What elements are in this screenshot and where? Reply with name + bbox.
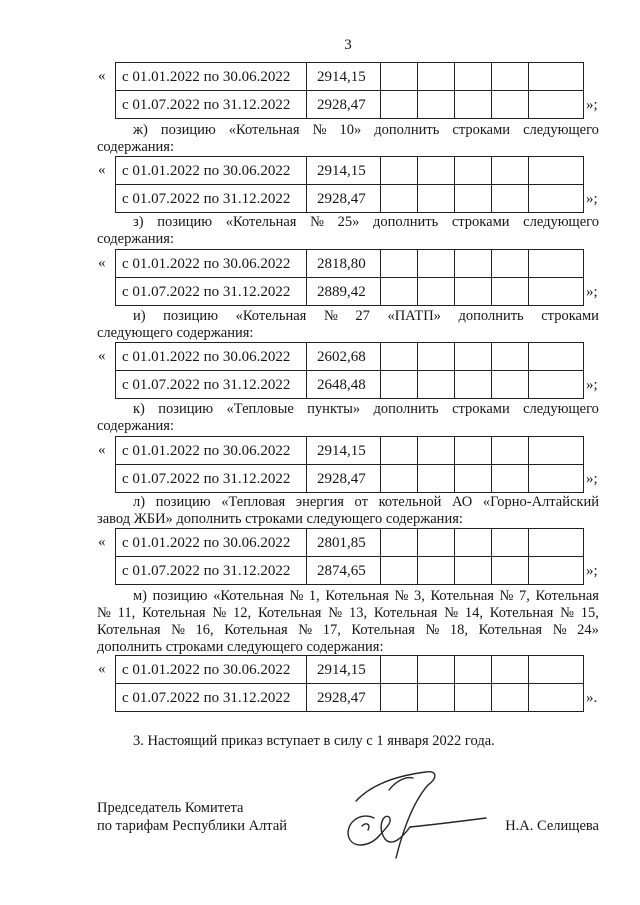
word: № [328, 605, 343, 621]
signatory-title-line-1: Председатель Комитета [97, 800, 244, 816]
table-block [0, 249, 640, 307]
word: дополнить [373, 214, 439, 230]
empty-cell [492, 465, 529, 493]
word: № [323, 308, 338, 324]
empty-cell [381, 557, 418, 585]
empty-cell [455, 278, 492, 306]
paragraph-line: содержания: [97, 418, 175, 434]
word: дополнить [373, 401, 439, 417]
word: дополнить [374, 122, 440, 138]
opening-quote: « [98, 661, 106, 677]
tariff-value-cell: 2928,47 [307, 185, 381, 213]
paragraph-line [133, 308, 599, 325]
word: от [354, 494, 368, 510]
period-cell: с 01.01.2022 по 30.06.2022 [116, 250, 307, 278]
empty-cell [381, 656, 418, 684]
tariff-table [115, 342, 584, 399]
empty-cell [418, 557, 455, 585]
table-row [116, 437, 584, 465]
tariff-value-cell: 2914,15 [307, 437, 381, 465]
empty-cell [529, 529, 584, 557]
table-row [116, 250, 584, 278]
period-cell: с 01.01.2022 по 30.06.2022 [116, 529, 307, 557]
word: 12, [233, 605, 252, 621]
period-cell: с 01.01.2022 по 30.06.2022 [116, 157, 307, 185]
word: следующего [523, 214, 599, 230]
signature-stroke [379, 816, 410, 842]
word: Котельная [535, 588, 599, 604]
empty-cell [381, 157, 418, 185]
word: 7, [519, 588, 530, 604]
period-cell: с 01.01.2022 по 30.06.2022 [116, 437, 307, 465]
paragraph-line: дополнить строками следующего содержания: [97, 639, 384, 655]
word: «Тепловая [221, 494, 286, 510]
word: № [394, 588, 409, 604]
table-row [116, 557, 584, 585]
word: и) [133, 308, 146, 324]
empty-cell [418, 185, 455, 213]
word: следующего [523, 401, 599, 417]
word: «ПАТП» [387, 308, 441, 324]
signatory-title-line-2: по тарифам Республики Алтай [97, 818, 288, 834]
empty-cell [492, 343, 529, 371]
empty-cell [455, 684, 492, 712]
table-block [0, 528, 640, 586]
tariff-value-cell: 2818,80 [307, 250, 381, 278]
word: № [444, 605, 459, 621]
word: пункты» [307, 401, 361, 417]
word: Котельная [257, 605, 322, 621]
tariff-table [115, 249, 584, 306]
period-cell: с 01.07.2022 по 31.12.2022 [116, 185, 307, 213]
empty-cell [529, 656, 584, 684]
empty-cell [418, 529, 455, 557]
word: 13, [348, 605, 368, 621]
paragraph-line: содержания: [97, 231, 175, 247]
paragraph-line: завод ЖБИ» дополнить строками следующего содержания: [97, 511, 463, 527]
tariff-value-cell: 2914,15 [307, 157, 381, 185]
empty-cell [455, 656, 492, 684]
subitem-paragraph [97, 401, 599, 435]
word: № [171, 622, 185, 638]
empty-cell [529, 250, 584, 278]
empty-cell [492, 185, 529, 213]
empty-cell [529, 343, 584, 371]
empty-cell [455, 557, 492, 585]
tariff-value-cell: 2914,15 [307, 63, 381, 91]
word: Котельная [489, 605, 554, 621]
empty-cell [381, 371, 418, 399]
empty-cell [381, 185, 418, 213]
word: Котельная [478, 622, 543, 638]
empty-cell [418, 250, 455, 278]
table-row [116, 91, 584, 119]
word: № [560, 605, 574, 621]
empty-cell [381, 250, 418, 278]
word: № [425, 622, 440, 638]
subitem-paragraph [97, 214, 599, 248]
paragraph-line [97, 622, 599, 639]
tariff-table [115, 62, 584, 119]
empty-cell [492, 63, 529, 91]
empty-cell [381, 63, 418, 91]
word: ж) [133, 122, 148, 138]
closing-quote: »; [586, 284, 598, 300]
word: АО [452, 494, 473, 510]
empty-cell [529, 557, 584, 585]
table-block [0, 655, 640, 713]
tariff-table [115, 156, 584, 213]
tariff-value-cell: 2928,47 [307, 684, 381, 712]
opening-quote: « [98, 348, 106, 364]
empty-cell [455, 465, 492, 493]
word: 17, [322, 622, 341, 638]
word: 10» [339, 122, 362, 138]
period-cell: с 01.07.2022 по 31.12.2022 [116, 91, 307, 119]
word: № [298, 622, 313, 638]
word: Котельная [373, 605, 438, 621]
tariff-value-cell: 2928,47 [307, 91, 381, 119]
table-row [116, 465, 584, 493]
opening-quote: « [98, 68, 106, 84]
empty-cell [455, 91, 492, 119]
empty-cell [529, 63, 584, 91]
table-row [116, 157, 584, 185]
tariff-value-cell: 2874,65 [307, 557, 381, 585]
empty-cell [492, 371, 529, 399]
table-row [116, 371, 584, 399]
word: позицию [155, 494, 211, 510]
paragraph-line [133, 588, 599, 605]
period-cell: с 01.01.2022 по 30.06.2022 [116, 656, 307, 684]
word: «Котельная [228, 122, 300, 138]
signatory-name: Н.А. Селищева [505, 818, 599, 834]
word: 3, [413, 588, 425, 604]
word: м) [133, 588, 148, 604]
closing-quote: ». [586, 690, 598, 706]
empty-cell [492, 437, 529, 465]
tariff-value-cell: 2801,85 [307, 529, 381, 557]
table-block [0, 62, 640, 120]
word: «Котельная [213, 588, 284, 604]
paragraph-line: содержания: [97, 139, 175, 155]
tariff-value-cell: 2602,68 [307, 343, 381, 371]
period-cell: с 01.07.2022 по 31.12.2022 [116, 684, 307, 712]
tariff-value-cell: 2648,48 [307, 371, 381, 399]
table-row [116, 343, 584, 371]
word: 16, [195, 622, 214, 638]
empty-cell [418, 684, 455, 712]
word: № [212, 605, 227, 621]
empty-cell [418, 343, 455, 371]
period-cell: с 01.01.2022 по 30.06.2022 [116, 343, 307, 371]
tariff-value-cell: 2914,15 [307, 656, 381, 684]
empty-cell [492, 529, 529, 557]
empty-cell [381, 343, 418, 371]
word: № [289, 588, 304, 604]
signature-stroke [348, 816, 379, 845]
empty-cell [492, 91, 529, 119]
word: 11, [117, 605, 136, 621]
opening-quote: « [98, 442, 106, 458]
empty-cell [455, 437, 492, 465]
subitem-paragraph [97, 588, 599, 656]
word: Котельная [430, 588, 494, 604]
period-cell: с 01.07.2022 по 31.12.2022 [116, 371, 307, 399]
word: № [97, 605, 111, 621]
word: 27 [355, 308, 370, 324]
empty-cell [529, 91, 584, 119]
empty-cell [529, 278, 584, 306]
opening-quote: « [98, 255, 106, 271]
word: позицию [152, 588, 208, 604]
word: Котельная [351, 622, 415, 638]
empty-cell [529, 157, 584, 185]
empty-cell [418, 656, 455, 684]
table-block [0, 436, 640, 494]
tariff-value-cell: 2928,47 [307, 465, 381, 493]
word: котельной [378, 494, 442, 510]
word: «Котельная [235, 308, 307, 324]
word: 25» [337, 214, 360, 230]
word: строками [452, 401, 510, 417]
empty-cell [381, 465, 418, 493]
word: Котельная [97, 622, 161, 638]
empty-cell [529, 371, 584, 399]
empty-cell [492, 250, 529, 278]
table-row [116, 63, 584, 91]
word: позицию [157, 214, 213, 230]
empty-cell [418, 63, 455, 91]
word: энергия [295, 494, 344, 510]
word: № [312, 122, 327, 138]
empty-cell [418, 157, 455, 185]
word: Котельная [224, 622, 288, 638]
word: 14, [464, 605, 483, 621]
word: Котельная [325, 588, 389, 604]
signature-stroke [362, 824, 369, 830]
subitem-paragraph [97, 308, 599, 342]
signature-stroke [389, 778, 413, 790]
empty-cell [381, 684, 418, 712]
word: дополнить [458, 308, 524, 324]
empty-cell [381, 529, 418, 557]
word: строками [451, 214, 510, 230]
tariff-table [115, 436, 584, 493]
empty-cell [455, 157, 492, 185]
tariff-table [115, 655, 584, 712]
table-row [116, 529, 584, 557]
table-row [116, 185, 584, 213]
word: «Котельная [225, 214, 297, 230]
paragraph-line [133, 214, 599, 231]
word: 1, [308, 588, 320, 604]
word: № [552, 622, 567, 638]
empty-cell [492, 278, 529, 306]
closing-quote: »; [586, 377, 598, 393]
tariff-table [115, 528, 584, 585]
table-row [116, 656, 584, 684]
opening-quote: « [98, 534, 106, 550]
closing-quote: »; [586, 563, 598, 579]
word: позицию [160, 122, 216, 138]
empty-cell [455, 343, 492, 371]
period-cell: с 01.07.2022 по 31.12.2022 [116, 278, 307, 306]
word: «Тепловые [226, 401, 294, 417]
empty-cell [381, 278, 418, 306]
empty-cell [418, 278, 455, 306]
empty-cell [455, 185, 492, 213]
tariff-value-cell: 2889,42 [307, 278, 381, 306]
word: Котельная [142, 605, 206, 621]
empty-cell [455, 63, 492, 91]
page-number: 3 [344, 37, 352, 53]
word: 15, [580, 605, 599, 621]
word: 18, [449, 622, 469, 638]
table-block [0, 342, 640, 400]
word: «Горно-Алтайский [482, 494, 599, 510]
signature-stroke [356, 772, 435, 858]
period-cell: с 01.07.2022 по 31.12.2022 [116, 465, 307, 493]
empty-cell [381, 437, 418, 465]
empty-cell [492, 656, 529, 684]
paragraph-line [133, 401, 599, 418]
empty-cell [455, 371, 492, 399]
paragraph-line [97, 605, 599, 622]
opening-quote: « [98, 162, 106, 178]
empty-cell [492, 157, 529, 185]
closing-quote: »; [586, 97, 598, 113]
table-row [116, 278, 584, 306]
empty-cell [492, 684, 529, 712]
empty-cell [529, 185, 584, 213]
empty-cell [418, 371, 455, 399]
word: 24» [577, 622, 599, 638]
empty-cell [529, 684, 584, 712]
word: строками [541, 308, 599, 324]
word: позицию [158, 401, 214, 417]
subitem-paragraph [97, 494, 599, 528]
word: з) [133, 214, 144, 230]
empty-cell [418, 91, 455, 119]
period-cell: с 01.07.2022 по 31.12.2022 [116, 557, 307, 585]
paragraph-line: следующего содержания: [97, 325, 254, 341]
word: № [499, 588, 514, 604]
clause-3-text: 3. Настоящий приказ вступает в силу с 1 января 2022 года. [133, 733, 495, 749]
word: строками [452, 122, 511, 138]
word: к) [133, 401, 145, 417]
subitem-paragraph [97, 122, 599, 156]
word: № [310, 214, 324, 230]
table-row [116, 684, 584, 712]
empty-cell [418, 437, 455, 465]
empty-cell [455, 529, 492, 557]
closing-quote: »; [586, 191, 598, 207]
empty-cell [418, 465, 455, 493]
closing-quote: »; [586, 471, 598, 487]
word: следующего [523, 122, 599, 138]
word: л) [133, 494, 146, 510]
empty-cell [529, 437, 584, 465]
empty-cell [455, 250, 492, 278]
empty-cell [492, 557, 529, 585]
paragraph-line [133, 494, 599, 511]
table-block [0, 156, 640, 214]
paragraph-line [133, 122, 599, 139]
word: позицию [163, 308, 219, 324]
period-cell: с 01.01.2022 по 30.06.2022 [116, 63, 307, 91]
empty-cell [529, 465, 584, 493]
empty-cell [381, 91, 418, 119]
